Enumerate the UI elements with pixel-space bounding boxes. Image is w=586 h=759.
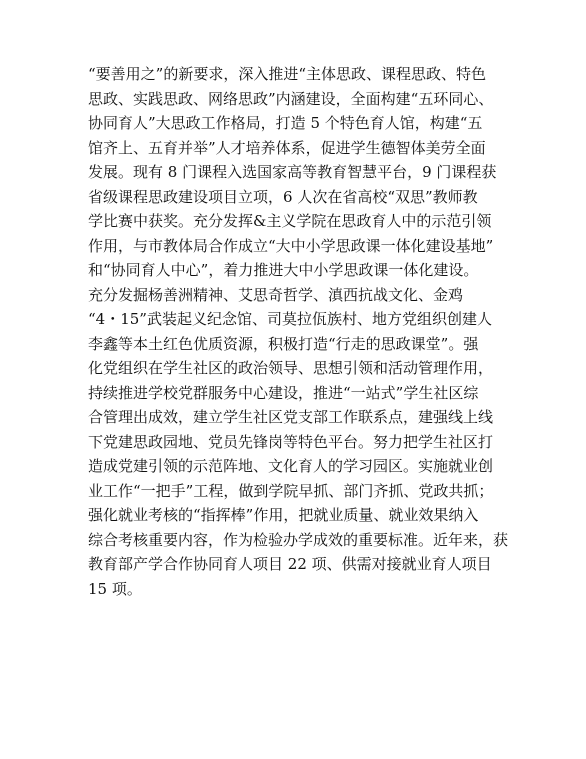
body-paragraph xyxy=(88,62,508,601)
text-line-17: 造成党建引领的示范阵地、文化育人的学习园区。实施就业创 xyxy=(88,457,494,475)
text-line-22: 15 项。 xyxy=(88,579,142,598)
text-line-8: 作用，与市教体局合作成立“大中小学思政课一体化建设基地” xyxy=(88,236,494,255)
text-line-3: 协同育人”大思政工作格局，打造 5 个特色育人馆，构建“五 xyxy=(88,114,483,132)
text-line-18: 业工作“一把手”工程，做到学院早抓、部门齐抓、党政共抓； xyxy=(88,481,494,500)
text-line-15: 合管理出成效，建立学生社区党支部工作联系点，建强线上线 xyxy=(88,408,494,426)
text-line-21: 教育部产学合作协同育人项目 22 项、供需对接就业育人项目 xyxy=(88,555,492,573)
text-line-6: 省级课程思政建设项目立项，6 人次在省高校“双思”教师教 xyxy=(88,187,478,206)
text-line-16: 下党建思政园地、党员先锋岗等特色平台。努力把学生社区打 xyxy=(88,432,494,451)
text-line-19: 强化就业考核的“指挥棒”作用，把就业质量、就业效果纳入 xyxy=(88,506,479,524)
text-line-10: 充分发掘杨善洲精神、艾思奇哲学、滇西抗战文化、金鸡 xyxy=(88,285,464,304)
text-line-13: 化党组织在学生社区的政治领导、思想引领和活动管理作用， xyxy=(88,359,494,377)
text-line-14: 持续推进学校党群服务中心建设，推进“一站式”学生社区综 xyxy=(88,383,479,402)
text-line-9: 和“协同育人中心”，着力推进大中小学思政课一体化建设。 xyxy=(88,261,479,279)
text-line-11: “4・15”武装起义纪念馆、司莫拉佤族村、地方党组织创建人 xyxy=(88,310,492,328)
text-line-1: “要善用之”的新要求，深入推进“主体思政、课程思政、特色 xyxy=(88,65,487,83)
text-line-5: 发展。现有 8 门课程入选国家高等教育智慧平台，9 门课程获 xyxy=(88,163,497,181)
text-line-2: 思政、实践思政、网络思政”内涵建设，全面构建“五环同心、 xyxy=(88,89,494,108)
text-line-7: 学比赛中获奖。充分发挥&主义学院在思政育人中的示范引领 xyxy=(88,212,492,230)
text-line-4: 馆齐上、五育并举”人才培养体系，促进学生德智体美劳全面 xyxy=(88,138,486,157)
text-line-12: 李鑫等本土红色优质资源，积极打造“行走的思政课堂”。强 xyxy=(88,334,479,353)
text-line-20: 综合考核重要内容，作为检验办学成效的重要标准。近年来，获 xyxy=(88,530,509,549)
